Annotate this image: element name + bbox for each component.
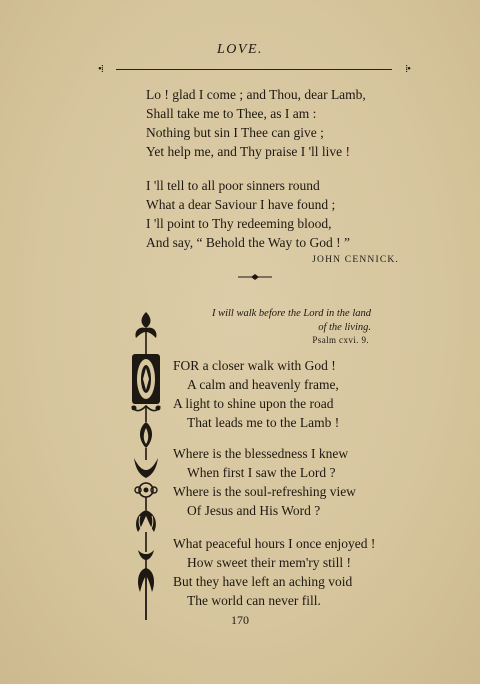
verse-line: I 'll tell to all poor sinners round [146,178,320,193]
epigraph-reference: Psalm cxvi. 9. [312,335,369,345]
stanza-1 [146,85,366,161]
stanza-2 [146,176,350,252]
header-rule-line [116,69,392,70]
verse-line: Lo ! glad I come ; and Thou, dear Lamb, [146,87,366,102]
verse-line: What a dear Saviour I have found ; [146,197,336,212]
epigraph-line: of the living. [318,322,371,333]
stanza-5 [173,534,375,610]
epigraph [212,307,371,335]
verse-line: Yet help me, and Thy praise I 'll live ! [146,144,351,159]
verse-line: When first I saw the Lord ? [187,465,336,480]
verse-line: Where is the blessedness I knew [173,446,349,461]
page-number: 170 [231,613,249,627]
verse-line: Shall take me to Thee, as I am : [146,106,317,121]
verse-line: What peaceful hours I once enjoyed ! [173,536,376,551]
stanza-3 [173,356,339,432]
header-rule [98,64,410,76]
verse-line: The world can never fill. [187,593,321,608]
verse-line: That leads me to the Lamb ! [187,415,340,430]
verse-line: And say, “ Behold the Way to God ! ” [146,235,350,250]
verse-line: But they have left an aching void [173,574,353,589]
section-divider-icon [238,273,272,281]
verse-line: Where is the soul-refreshing view [173,484,356,499]
verse-line: A light to shine upon the road [173,396,334,411]
running-head: LOVE. [217,42,263,57]
verse-line: FOR a closer walk with God ! [173,358,336,373]
stanza-4 [173,444,356,520]
verse-line: A calm and heavenly frame, [187,377,339,392]
header-ornament-right-icon: ⁞• [405,63,410,75]
verse-line: Nothing but sin I Thee can give ; [146,125,324,140]
verse-line: How sweet their mem'ry still ! [187,555,352,570]
decorative-initial-ornament-icon [126,310,166,622]
verse-line: Of Jesus and His Word ? [187,503,321,518]
header-ornament-left-icon: •⁞ [98,63,103,75]
epigraph-line: I will walk before the Lord in the land [211,308,371,319]
verse-line: I 'll point to Thy redeeming blood, [146,216,332,231]
author-attribution: JOHN CENNICK. [312,255,399,265]
